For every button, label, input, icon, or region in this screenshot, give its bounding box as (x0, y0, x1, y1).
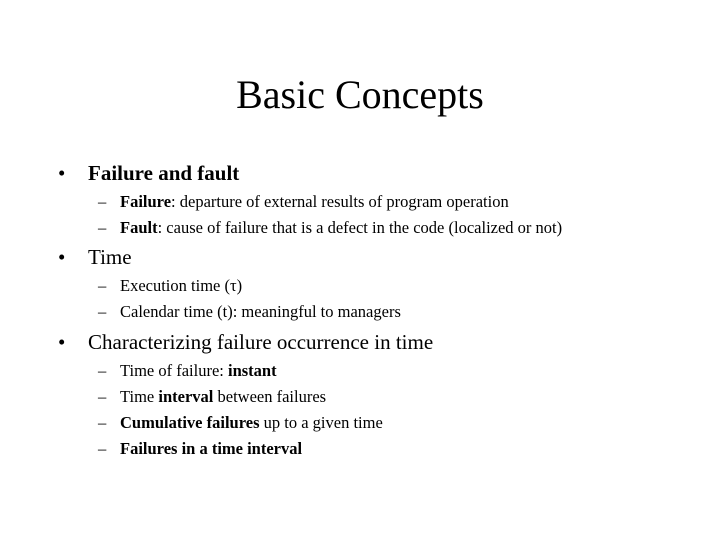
dash-marker: – (98, 276, 107, 295)
dash-marker: – (98, 413, 107, 432)
item-text: Time (120, 387, 159, 406)
item-text: Time of failure: (120, 361, 228, 380)
sub-item-calendar-time (98, 302, 401, 322)
bullet-time (58, 244, 132, 270)
bullet-marker: • (58, 161, 66, 185)
term: Failures in a time interval (120, 439, 303, 458)
slide-title: Basic Concepts (236, 72, 484, 117)
term: Fault (120, 218, 158, 237)
sub-item-fault (98, 218, 562, 238)
item-text: between failures (213, 387, 327, 406)
definition: : departure of external results of program operation (171, 192, 509, 211)
term: Cumulative failures (120, 413, 260, 432)
dash-marker: – (98, 361, 107, 380)
bullet-marker: • (58, 330, 66, 354)
dash-marker: – (98, 302, 107, 321)
term: Failure (120, 192, 172, 211)
dash-marker: – (98, 439, 107, 458)
sub-item-time-of-failure (98, 361, 277, 381)
bullet-characterizing (58, 329, 433, 355)
item-text: up to a given time (259, 413, 383, 432)
definition: : cause of failure that is a defect in the code (localized or not) (157, 218, 563, 237)
sub-item-execution-time (98, 276, 242, 296)
sub-item-failure (98, 192, 509, 212)
term: interval (158, 387, 214, 406)
bullet-failure-and-fault (58, 160, 239, 186)
sub-item-cumulative-failures (98, 413, 383, 433)
term: instant (228, 361, 277, 380)
dash-marker: – (98, 192, 107, 211)
dash-marker: – (98, 387, 107, 406)
sub-item-time-interval (98, 387, 326, 407)
sub-item-failures-in-interval (98, 439, 302, 459)
bullet-marker: • (58, 245, 66, 269)
item-text: Calendar time (t): meaningful to managers (120, 302, 401, 321)
dash-marker: – (98, 218, 107, 237)
bullet-heading: Time (88, 245, 132, 269)
bullet-heading: Failure and fault (88, 161, 240, 185)
bullet-heading: Characterizing failure occurrence in time (88, 330, 434, 354)
item-text: Execution time (τ) (120, 276, 243, 295)
